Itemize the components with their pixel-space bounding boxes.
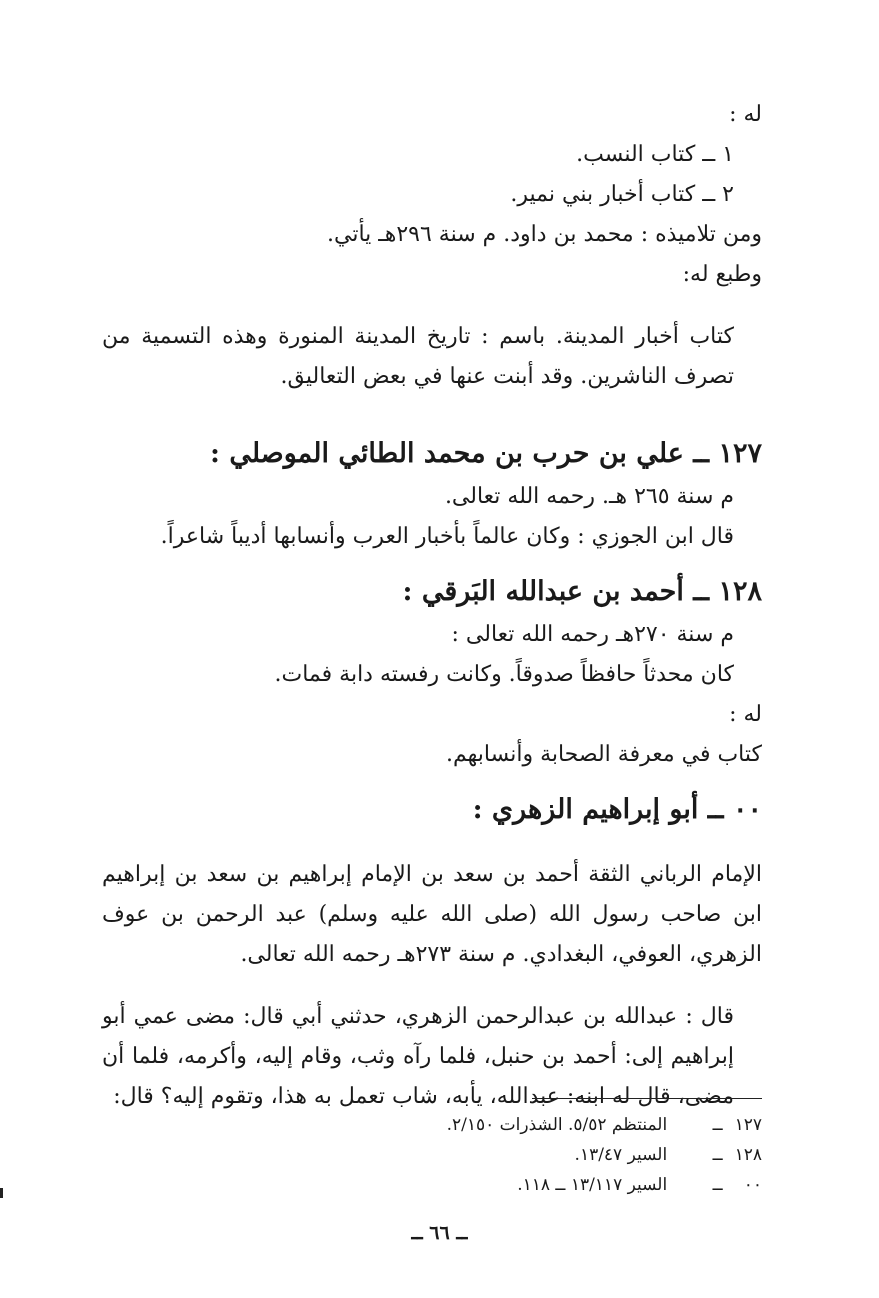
printed-label: وطبع له: — [682, 262, 762, 287]
work-item: ٢ ــ كتاب أخبار بني نمير. — [510, 182, 734, 207]
work-item: ١ ــ كتاب النسب. — [576, 142, 734, 167]
entry-00-story: قال : عبدالله بن عبدالرحمن الزهري، حدثني أبي قال: مضى عمي أبو إبراهيم إلى: أحمد بن حنبل، فلما رآه وثب، وقام إليه، وأكرمه، فلما أن مضى، قال له ابنه: عبدالله، يأبه، شاب تعمل به هذا، وتقوم إليه؟ قال: — [102, 1004, 734, 1109]
footnote-number: ١٢٧ — [734, 1115, 762, 1135]
footnote-text: المنتظم ٥/٥٢. الشذرات ٢/١٥٠. — [446, 1115, 668, 1135]
entry-00-heading: ٠٠ ــ أبو إبراهيم الزهري : — [472, 794, 762, 825]
footnote-dash: ــ — [712, 1115, 723, 1135]
footnote-dash: ــ — [712, 1145, 723, 1165]
entry-127-death: م سنة ٢٦٥ هـ. رحمه الله تعالى. — [444, 484, 734, 509]
entry-00-bio: الإمام الرباني الثقة أحمد بن سعد بن الإمام إبراهيم بن سعد بن إبراهيم ابن صاحب رسول الله (صلى الله عليه وسلم) عبد الرحمن بن عوف الزهري، العوفي، البغدادي. م سنة ٢٧٣هـ رحمه الله تعالى. — [102, 862, 762, 967]
footnote-dash: ــ — [712, 1175, 723, 1195]
entry-128-works: كتاب في معرفة الصحابة وأنسابهم. — [445, 742, 762, 767]
footnote-text: السير ١٣/٤٧. — [574, 1145, 668, 1165]
footnote-text: السير ١٣/١١٧ ــ ١١٨. — [517, 1175, 668, 1195]
footnote-number: ٠٠ — [743, 1175, 762, 1195]
entry-128-description: كان محدثاً حافظاً صدوقاً. وكانت رفسته دابة فمات. — [274, 662, 734, 687]
scan-edge-mark — [0, 1188, 3, 1198]
printed-paragraph: كتاب أخبار المدينة. باسم : تاريخ المدينة المنورة وهذه التسمية من تصرف الناشرين. وقد أبنت عنها في بعض التعاليق. — [102, 324, 734, 389]
footnote — [362, 1140, 762, 1170]
students-line: ومن تلاميذه : محمد بن داود. م سنة ٢٩٦هـ يأتي. — [327, 222, 762, 247]
page-number: ــ ٦٦ ــ — [411, 1222, 468, 1244]
footnotes — [362, 1110, 762, 1200]
body-text — [102, 95, 762, 1139]
footnote-divider — [532, 1098, 762, 1099]
works-label: له : — [729, 102, 762, 127]
footnote-number: ١٢٨ — [734, 1145, 762, 1165]
footnote — [362, 1170, 762, 1200]
footnote — [362, 1110, 762, 1140]
entry-128-works-label: له : — [729, 702, 762, 727]
entry-127-heading: ١٢٧ ــ علي بن حرب بن محمد الطائي الموصلي : — [209, 438, 762, 469]
entry-127-quote: قال ابن الجوزي : وكان عالماً بأخبار العرب وأنسابها أديباً شاعراً. — [160, 524, 734, 549]
entry-128-death: م سنة ٢٧٠هـ رحمه الله تعالى : — [451, 622, 734, 647]
entry-128-heading: ١٢٨ ــ أحمد بن عبدالله البَرقي : — [402, 576, 762, 607]
